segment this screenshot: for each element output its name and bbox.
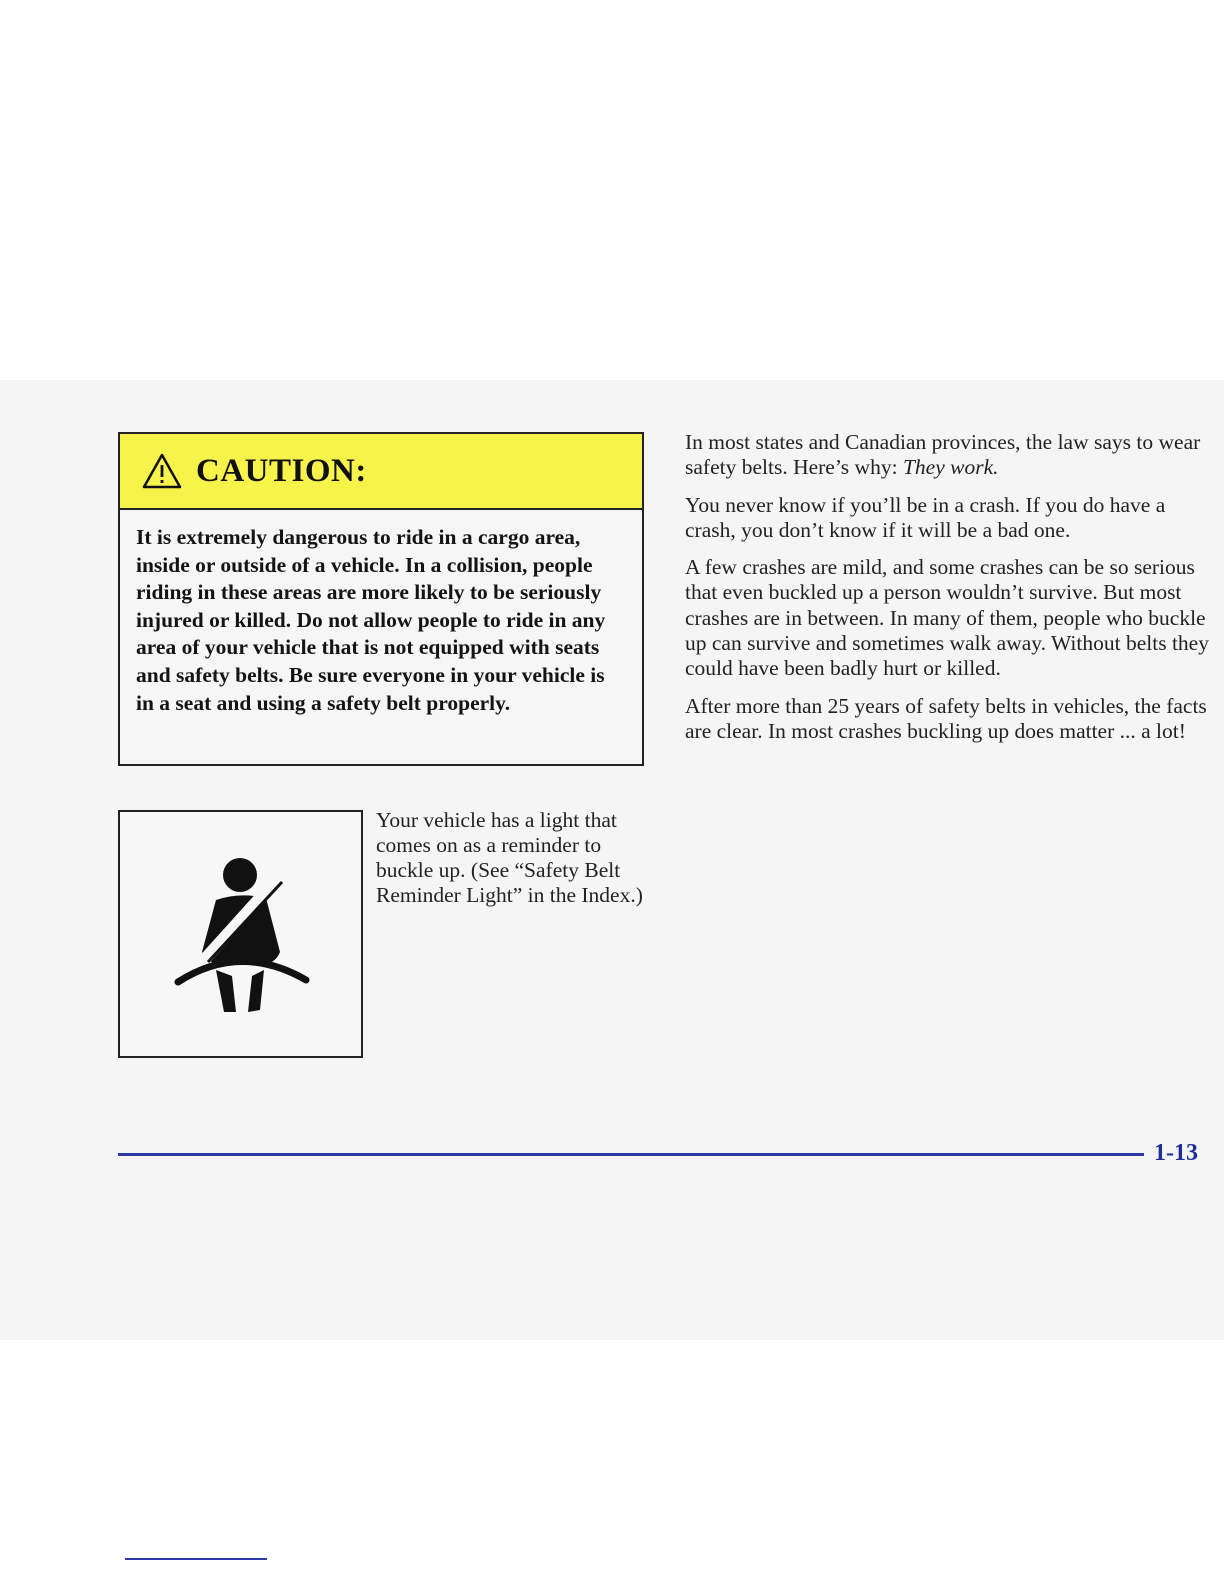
paragraph-law	[685, 430, 1210, 481]
caution-header	[120, 434, 642, 510]
seatbelt-icon-box	[118, 810, 363, 1058]
paragraph-law-text: In most states and Canadian provinces, the law says to wear safety belts. Here’s why:	[685, 430, 1201, 480]
caution-title: CAUTION:	[196, 452, 367, 489]
caution-body-text: It is extremely dangerous to ride in a cargo area, inside or outside of a vehicle. In a collision, people riding in these areas are more likely to be seriously injured or killed. Do not allow people to ride in any area of your vehicle that is not equipped with seats and safety belts. Be sure everyone in your vehicle is in a seat and using a safety belt properly.	[136, 525, 606, 715]
paragraph-crash-severity: A few crashes are mild, and some crashes can be so serious that even buckled up a person wouldn’t survive. But most crashes are in between. In many of them, people who buckle up can survive and sometimes walk away. Without belts they could have been badly hurt or killed.	[685, 555, 1209, 681]
caution-box	[118, 432, 644, 766]
reminder-paragraph: Your vehicle has a light that comes on as a reminder to buckle up. (See “Safety Belt Reminder Light” in the Index.)	[376, 808, 643, 907]
paragraph-crash: You never know if you’ll be in a crash. If you do have a crash, you don’t know if it will be a bad one.	[685, 492, 1166, 542]
page-number: 1-13	[1154, 1140, 1198, 1166]
bottom-rule	[125, 1558, 267, 1560]
paragraph-facts: After more than 25 years of safety belts in vehicles, the facts are clear. In most crashes buckling up does matter ... a lot!	[685, 693, 1207, 743]
paragraph-law-emphasis: They work.	[902, 455, 999, 480]
warning-triangle-icon	[142, 453, 182, 489]
right-column	[685, 430, 1210, 756]
footer-rule	[118, 1153, 1144, 1156]
seatbelt-reminder-icon	[120, 812, 361, 1056]
